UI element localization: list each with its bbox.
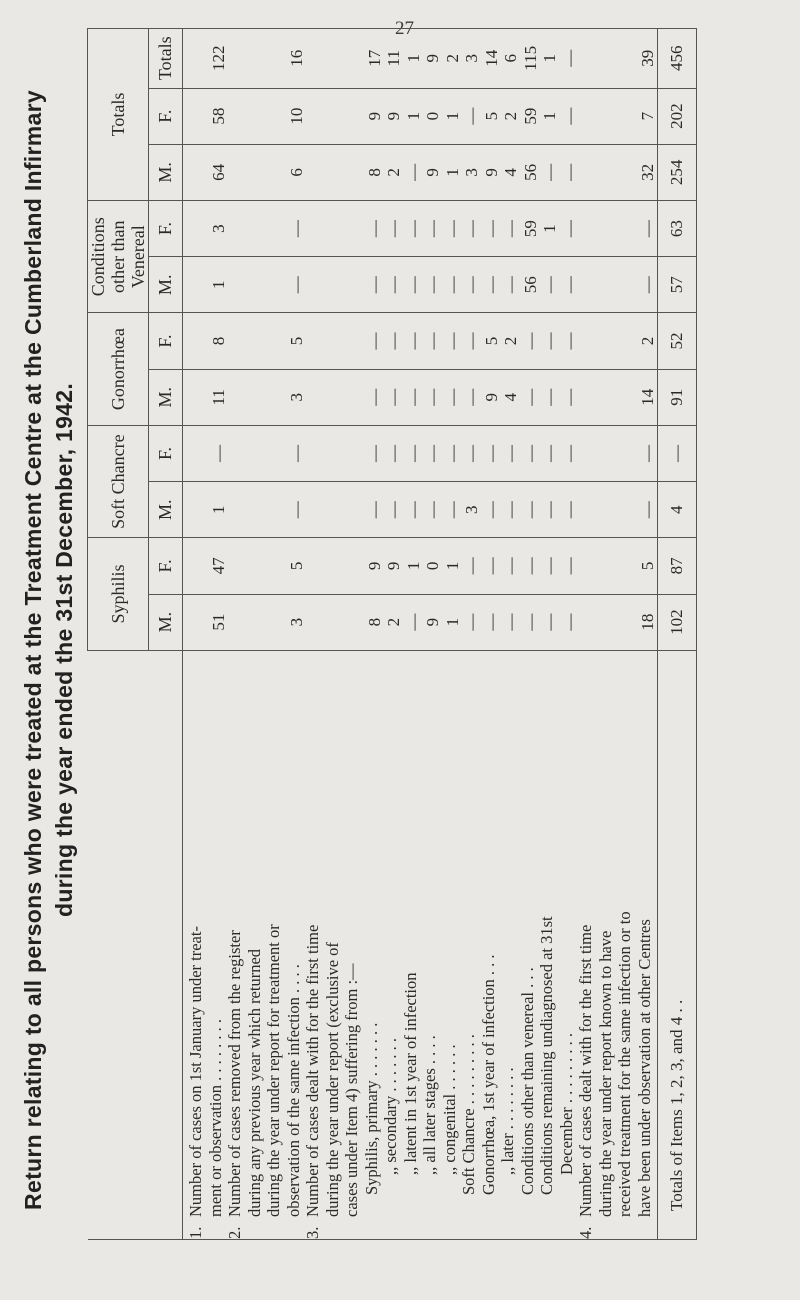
column-gonorrhoea-m (183, 369, 658, 425)
value-cell: — (462, 557, 481, 575)
page-number: 27 (395, 18, 414, 39)
item-line (264, 651, 284, 1239)
group-header-syphilis: Syphilis (88, 538, 149, 650)
item-text: Soft Chancre . . . . . . . . . (459, 1034, 478, 1195)
item-line (498, 651, 518, 1239)
value-cell: — (384, 444, 403, 462)
total-cell: 202 (658, 88, 697, 144)
value-cell: — (520, 388, 540, 406)
value-cell: 1 (540, 224, 559, 233)
value-cell: 4 (501, 168, 520, 177)
value-cell: 1 (442, 617, 462, 627)
item-text: received treatment for the same infection or to (615, 911, 634, 1217)
value-cell: — (559, 49, 579, 67)
item-text: Conditions remaining undiagnosed at 31st (537, 916, 556, 1195)
item-text: have been under observation at other Centres (634, 919, 654, 1217)
item-line (225, 651, 245, 1239)
value-cell: — (501, 613, 520, 631)
value-cell: 9 (481, 393, 501, 402)
label-column-header (88, 650, 183, 1239)
value-cell: — (637, 220, 657, 238)
value-cell: — (501, 557, 520, 575)
value-cell: — (442, 444, 462, 462)
value-cell: — (442, 501, 462, 519)
value-cell: — (384, 501, 403, 519)
value-cell: — (423, 276, 442, 294)
col-header: F. (149, 538, 183, 594)
value-cell: — (462, 613, 481, 631)
value-cell: 2 (637, 336, 657, 346)
value-cell: 6 (286, 168, 306, 177)
value-cell: 2 (501, 111, 520, 121)
group-header-totals: Totals (88, 29, 149, 201)
value-cell: 39 (637, 49, 657, 67)
item-line (596, 651, 616, 1239)
value-cell: — (481, 557, 501, 575)
value-cell: — (559, 557, 579, 575)
item-line (635, 651, 655, 1239)
col-header: M. (149, 482, 183, 538)
value-cell: 1 (442, 111, 462, 121)
item-text: Syphilis, primary . . . . . . . (361, 1022, 381, 1195)
total-cell: 102 (658, 594, 697, 650)
value-cell: — (462, 444, 481, 462)
value-cell: — (540, 276, 559, 294)
item-text: Gonorrhœa, 1st year of infection . . . (478, 954, 498, 1195)
value-cell: — (423, 220, 442, 238)
value-cell: — (637, 276, 657, 294)
item-text: during the year under report (exclusive of (322, 942, 342, 1217)
value-cell: — (403, 332, 423, 350)
item-text: observation of the same infection . . . . (283, 964, 303, 1217)
group-header-row (88, 29, 149, 1240)
value-cell: 6 (501, 54, 520, 63)
item-text: Number of cases on 1st January under treat- (186, 926, 205, 1217)
value-cell: 14 (637, 388, 657, 406)
value-cell: — (384, 220, 403, 238)
item-text: ,, congenital . . . . . . (439, 1044, 459, 1175)
column-grand-total (183, 29, 658, 89)
item-line (459, 651, 479, 1239)
value-cell: — (423, 501, 442, 519)
item-line (206, 651, 226, 1239)
value-cell: 5 (286, 561, 306, 571)
value-cell: 5 (286, 336, 306, 346)
value-cell: 5 (637, 561, 657, 571)
value-cell: 59 (520, 107, 540, 125)
value-cell: 17 (364, 49, 384, 67)
value-cell: — (364, 276, 384, 294)
item-text: ,, secondary . . . . . . . (381, 1037, 400, 1175)
value-cell: 51 (208, 613, 228, 631)
value-cell: — (384, 332, 403, 350)
value-cell: — (559, 613, 579, 631)
item-line (479, 651, 499, 1239)
value-cell: — (462, 220, 481, 238)
value-cell: — (364, 444, 384, 462)
value-cell: — (403, 276, 423, 294)
value-cell: 11 (384, 50, 403, 67)
col-header: M. (149, 257, 183, 313)
value-cell: — (559, 444, 579, 462)
item-text: December . . . . . . . . . (556, 1032, 576, 1175)
value-cell: 0 (423, 561, 442, 571)
value-cell: 47 (208, 557, 228, 575)
item-line (284, 651, 304, 1239)
value-cell: 14 (481, 49, 501, 67)
value-cell: — (559, 107, 579, 125)
value-cell: — (364, 220, 384, 238)
item-line (401, 651, 421, 1239)
col-header: F. (149, 200, 183, 256)
value-cell: — (559, 163, 579, 181)
value-cell: — (501, 276, 520, 294)
value-cell: — (520, 557, 540, 575)
item-text: Number of cases dealt with for the first time (303, 924, 322, 1217)
col-header: M. (149, 369, 183, 425)
value-cell: 11 (208, 389, 228, 406)
value-cell: — (423, 332, 442, 350)
value-cell: 1 (540, 111, 559, 121)
value-cell: — (364, 501, 384, 519)
value-cell: 58 (208, 107, 228, 125)
value-cell: 1 (442, 561, 462, 571)
item-text: ment or observation . . . . . . . . (205, 1019, 225, 1217)
item-text: during any previous year which returned (244, 948, 264, 1217)
value-cell: — (462, 107, 481, 125)
value-cell: — (559, 388, 579, 406)
value-cell: 2 (384, 168, 403, 177)
column-other-f (183, 200, 658, 256)
value-cell: — (403, 501, 423, 519)
value-cell: 2 (442, 54, 462, 63)
column-gonorrhoea-f (183, 313, 658, 369)
value-cell: 1 (403, 111, 423, 121)
value-cell: 0 (423, 111, 442, 121)
item-line (576, 651, 596, 1239)
column-soft-chancre-f (183, 425, 658, 481)
value-cell: — (442, 276, 462, 294)
group-header-other-conditions: Conditions other than Venereal (88, 200, 149, 312)
value-cell: — (364, 388, 384, 406)
item-line (245, 651, 265, 1239)
column-soft-chancre-m (183, 482, 658, 538)
value-cell: 4 (501, 393, 520, 402)
item-line (440, 651, 460, 1239)
value-cell: 18 (637, 613, 657, 631)
title-line-2: during the year ended the 31st December, 1942. (51, 382, 77, 918)
value-cell: — (481, 276, 501, 294)
item-text: Number of cases removed from the register (225, 930, 244, 1217)
items-description (183, 650, 658, 1239)
value-cell: — (540, 444, 559, 462)
value-cell: 5 (481, 336, 501, 346)
value-cell: 9 (364, 111, 384, 121)
value-cell: 1 (403, 561, 423, 571)
value-cell: 122 (208, 45, 228, 72)
value-cell: 1 (208, 505, 228, 514)
value-cell: 115 (520, 45, 540, 71)
total-cell: 91 (658, 369, 697, 425)
item-text: during the year under report for treatment or (264, 924, 283, 1217)
value-cell: — (442, 388, 462, 406)
col-header: F. (149, 425, 183, 481)
column-totals-f (183, 88, 658, 144)
total-cell: 52 (658, 313, 697, 369)
value-cell: — (501, 444, 520, 462)
value-cell: — (442, 332, 462, 350)
value-cell: — (481, 613, 501, 631)
item-line (381, 651, 401, 1239)
value-cell: — (423, 388, 442, 406)
value-cell: 3 (286, 393, 306, 402)
value-cell: 5 (481, 111, 501, 121)
item-line (342, 651, 362, 1239)
value-cell: — (540, 388, 559, 406)
total-cell: 57 (658, 257, 697, 313)
col-header: M. (149, 594, 183, 650)
value-cell: — (637, 501, 657, 519)
value-cell: — (540, 332, 559, 350)
item-text: ,, later . . . . . . . . (498, 1067, 517, 1175)
value-cell: 9 (384, 561, 403, 571)
value-cell: — (208, 444, 228, 462)
value-cell: 9 (423, 54, 442, 63)
item-text: ,, latent in 1st year of infection (400, 972, 420, 1175)
column-other-m (183, 257, 658, 313)
value-cell: — (501, 501, 520, 519)
value-cell: — (442, 220, 462, 238)
value-cell: — (403, 388, 423, 406)
value-cell: 2 (501, 336, 520, 346)
column-totals-m (183, 144, 658, 200)
value-cell: 9 (364, 561, 384, 571)
value-cell: — (462, 332, 481, 350)
value-cell: 9 (423, 168, 442, 177)
value-cell: 3 (462, 168, 481, 177)
value-cell: — (540, 613, 559, 631)
value-cell: 9 (481, 168, 501, 177)
value-cell: — (384, 388, 403, 406)
value-cell: 1 (540, 54, 559, 63)
value-cell: — (462, 388, 481, 406)
value-cell: — (559, 220, 579, 238)
item-line (518, 651, 538, 1239)
total-cell: — (658, 425, 697, 481)
grand-total-cell: 456 (658, 29, 697, 89)
item-number: 1. (186, 1226, 205, 1239)
value-cell: — (481, 444, 501, 462)
value-cell: — (481, 220, 501, 238)
value-cell: — (637, 444, 657, 462)
item-text: Conditions other than venereal . . . (517, 967, 537, 1195)
col-header: F. (149, 313, 183, 369)
value-cell: 8 (364, 168, 384, 177)
value-cell: — (286, 444, 306, 462)
item-line (557, 651, 577, 1239)
item-line (303, 651, 323, 1239)
value-cell: — (286, 220, 306, 238)
value-cell: — (403, 163, 423, 181)
value-cell: 32 (637, 163, 657, 181)
value-cell: 56 (520, 276, 540, 294)
group-header-gonorrhoea: Gonorrhœa (88, 313, 149, 425)
value-cell: 3 (208, 224, 228, 233)
value-cell: — (520, 444, 540, 462)
item-number: 3. (303, 1226, 322, 1239)
col-header: F. (149, 88, 183, 144)
value-cell: 16 (286, 49, 306, 67)
value-cell: 3 (286, 617, 306, 627)
col-header: M. (149, 144, 183, 200)
value-cell: 9 (384, 111, 403, 121)
value-cell: — (559, 501, 579, 519)
title-line-1: Return relating to all persons who were treated at the Treatment Centre at the Cumberland Infirmary (20, 90, 46, 1210)
value-cell: — (540, 557, 559, 575)
item-line (615, 651, 635, 1239)
value-cell: 9 (423, 617, 442, 627)
value-cell: — (559, 332, 579, 350)
value-cell: 10 (286, 107, 306, 125)
value-cell: 8 (364, 617, 384, 627)
value-cell: — (364, 332, 384, 350)
value-cell: 59 (520, 220, 540, 238)
value-cell: 1 (208, 280, 228, 290)
group-header-soft-chancre: Soft Chancre (88, 425, 149, 537)
item-line (186, 651, 206, 1239)
item-line (362, 651, 382, 1239)
value-cell: — (403, 444, 423, 462)
item-text: Number of cases dealt with for the first time (576, 924, 595, 1217)
value-cell: — (559, 276, 579, 294)
value-cell: — (286, 276, 306, 294)
value-cell: — (501, 220, 520, 238)
value-cell: — (403, 613, 423, 631)
total-cell: 87 (658, 538, 697, 594)
value-cell: 8 (208, 336, 228, 346)
value-cell: — (286, 501, 306, 519)
total-cell: 4 (658, 482, 697, 538)
value-cell: — (540, 163, 559, 181)
total-cell: 254 (658, 144, 697, 200)
value-cell: — (384, 276, 403, 294)
item-line (537, 651, 557, 1239)
value-cell: — (540, 501, 559, 519)
item-line (420, 651, 440, 1239)
page-title (18, 40, 80, 1260)
column-syphilis-m (183, 594, 658, 650)
item-number: 4. (576, 1226, 595, 1239)
value-cell: — (462, 276, 481, 294)
value-cell: — (481, 501, 501, 519)
item-text: during the year under report known to have (595, 930, 615, 1217)
body-row (183, 29, 658, 1240)
value-cell: 2 (384, 617, 403, 627)
item-text: ,, all later stages . . . . (420, 1035, 439, 1175)
value-cell: 3 (462, 505, 481, 514)
value-cell: 1 (403, 54, 423, 63)
item-text: cases under Item 4) suffering from :— (342, 963, 361, 1217)
total-cell: 63 (658, 200, 697, 256)
value-cell: 64 (208, 163, 228, 181)
item-line (323, 651, 343, 1239)
value-cell: 1 (442, 168, 462, 177)
col-header-grand-total: Totals (149, 29, 183, 89)
item-number: 2. (225, 1226, 244, 1239)
value-cell: — (520, 501, 540, 519)
value-cell: — (520, 613, 540, 631)
totals-row (658, 29, 697, 1240)
value-cell: 56 (520, 163, 540, 181)
totals-row-label: Totals of Items 1, 2, 3, and 4 . . (658, 650, 697, 1239)
value-cell: — (403, 220, 423, 238)
value-cell: — (520, 332, 540, 350)
return-table (87, 28, 697, 1240)
value-cell: — (423, 444, 442, 462)
value-cell: 7 (637, 111, 657, 121)
column-syphilis-f (183, 538, 658, 594)
value-cell: 3 (462, 54, 481, 63)
